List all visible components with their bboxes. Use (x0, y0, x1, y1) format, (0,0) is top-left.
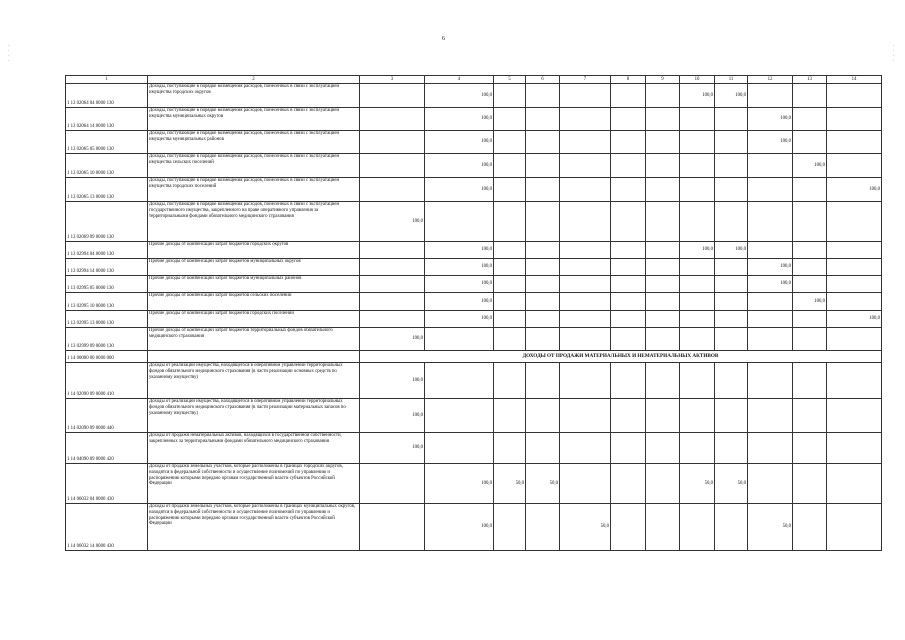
budget-code-cell: 1 13 02065 05 0000 130 (66, 131, 148, 154)
percent-value-cell: 100,0 (793, 293, 827, 311)
percent-value-cell: 100,0 (425, 311, 494, 328)
percent-value-cell: 100,0 (360, 363, 425, 399)
percent-value-cell: 100,0 (425, 464, 494, 504)
budget-code-cell: 1 13 02999 09 0000 130 (66, 328, 148, 351)
table-row (66, 154, 882, 178)
percent-value-cell (494, 276, 526, 293)
percent-value-cell (560, 84, 611, 108)
table-row (66, 242, 882, 259)
table-row (66, 84, 882, 108)
income-description-cell: Доходы от реализации имущества, находящегося в оперативном управлении территориальных фондов обязательного медицинского страхования (в части реализации материальных запасов по указанному имуществу) (148, 399, 360, 433)
percent-value-cell (793, 328, 827, 351)
table-row (66, 276, 882, 293)
percent-value-cell (494, 242, 526, 259)
percent-value-cell: 100,0 (425, 504, 494, 551)
percent-value-cell (748, 311, 793, 328)
table-row (66, 311, 882, 328)
percent-value-cell (611, 464, 646, 504)
percent-value-cell: 50,0 (680, 464, 715, 504)
percent-value-cell (611, 504, 646, 551)
percent-value-cell (425, 363, 494, 399)
percent-value-cell (526, 178, 560, 202)
percent-value-cell: 100,0 (680, 242, 715, 259)
percent-value-cell (526, 276, 560, 293)
percent-value-cell (680, 293, 715, 311)
percent-value-cell (680, 504, 715, 551)
percent-value-cell (827, 464, 882, 504)
percent-value-cell (827, 504, 882, 551)
percent-value-cell (715, 259, 748, 276)
table-row (66, 433, 882, 464)
percent-value-cell: 100,0 (425, 293, 494, 311)
percent-value-cell (611, 259, 646, 276)
percent-value-cell (646, 311, 680, 328)
percent-value-cell (526, 259, 560, 276)
percent-value-cell (827, 131, 882, 154)
percent-value-cell: 100,0 (425, 242, 494, 259)
percent-value-cell (646, 178, 680, 202)
budget-code-cell: 1 13 02995 05 0000 130 (66, 276, 148, 293)
budget-code-cell: 1 14 02090 09 0000 410 (66, 363, 148, 399)
percent-value-cell: 50,0 (748, 504, 793, 551)
percent-value-cell (526, 293, 560, 311)
percent-value-cell (715, 433, 748, 464)
percent-value-cell (611, 108, 646, 131)
percent-value-cell (827, 108, 882, 131)
percent-value-cell: 100,0 (748, 108, 793, 131)
percent-value-cell (526, 154, 560, 178)
percent-value-cell (611, 84, 646, 108)
percent-value-cell (611, 154, 646, 178)
budget-code-cell: 1 13 02064 04 0000 130 (66, 84, 148, 108)
percent-value-cell: 100,0 (715, 84, 748, 108)
percent-value-cell (526, 328, 560, 351)
table-row (66, 328, 882, 351)
percent-value-cell: 100,0 (360, 399, 425, 433)
percent-value-cell (680, 202, 715, 242)
percent-value-cell (715, 178, 748, 202)
percent-value-cell: 100,0 (827, 311, 882, 328)
budget-code-cell: 1 14 04090 09 0000 420 (66, 433, 148, 464)
percent-value-cell: 100,0 (425, 276, 494, 293)
percent-value-cell: 100,0 (425, 108, 494, 131)
income-description-cell: Прочие доходы от компенсации затрат бюджетов муниципальных районов (148, 276, 360, 293)
percent-value-cell (748, 242, 793, 259)
percent-value-cell (646, 202, 680, 242)
percent-value-cell (827, 259, 882, 276)
percent-value-cell (646, 363, 680, 399)
percent-value-cell (827, 242, 882, 259)
income-description-cell: Доходы, поступающие в порядке возмещения расходов, понесенных в связи с эксплуатацией имущества городских поселений (148, 178, 360, 202)
percent-value-cell (494, 259, 526, 276)
percent-value-cell (715, 131, 748, 154)
percent-value-cell (827, 84, 882, 108)
percent-value-cell (748, 328, 793, 351)
percent-value-cell (360, 154, 425, 178)
percent-value-cell (425, 328, 494, 351)
percent-value-cell (793, 276, 827, 293)
left-margin-marks: · · · · (8, 44, 10, 64)
table-row (66, 293, 882, 311)
revenue-table (65, 75, 882, 551)
percent-value-cell (494, 363, 526, 399)
percent-value-cell (611, 328, 646, 351)
percent-value-cell (560, 276, 611, 293)
percent-value-cell (646, 276, 680, 293)
percent-value-cell (494, 504, 526, 551)
percent-value-cell: 100,0 (360, 433, 425, 464)
percent-value-cell: 50,0 (526, 464, 560, 504)
percent-value-cell (715, 293, 748, 311)
percent-value-cell (646, 328, 680, 351)
percent-value-cell (560, 363, 611, 399)
percent-value-cell (646, 464, 680, 504)
percent-value-cell (793, 399, 827, 433)
percent-value-cell (680, 399, 715, 433)
percent-value-cell (611, 131, 646, 154)
income-description-cell: Доходы от продажи земельных участков, которые расположены в границах городских округов, находятся в федеральной собственности и осуществление полномочий по управлению и распоряжению которыми передано органам государственной власти субъектов Российской Федерации (148, 464, 360, 504)
budget-code-cell: 1 13 02994 14 0000 130 (66, 259, 148, 276)
percent-value-cell (715, 363, 748, 399)
percent-value-cell (611, 311, 646, 328)
percent-value-cell (793, 504, 827, 551)
column-number-header: 6 (526, 76, 560, 84)
percent-value-cell (793, 433, 827, 464)
income-description-cell: Доходы от продажи нематериальных активов, находящихся в государственной собственности, закрепленных за территориальными фондами обязательного медицинского страхования (148, 433, 360, 464)
percent-value-cell (793, 464, 827, 504)
percent-value-cell (560, 154, 611, 178)
section-title: ДОХОДЫ ОТ ПРОДАЖИ МАТЕРИАЛЬНЫХ И НЕМАТЕРИАЛЬНЫХ АКТИВОВ (360, 351, 882, 363)
income-description-cell: Прочие доходы от компенсации затрат бюджетов территориальных фондов обязательного медицинского страхования (148, 328, 360, 351)
budget-code-cell: 1 13 02065 10 0000 130 (66, 154, 148, 178)
percent-value-cell: 100,0 (360, 202, 425, 242)
income-description-cell: Прочие доходы от компенсации затрат бюджетов сельских поселений (148, 293, 360, 311)
percent-value-cell (360, 131, 425, 154)
percent-value-cell (646, 504, 680, 551)
percent-value-cell: 100,0 (715, 242, 748, 259)
table-row (66, 363, 882, 399)
percent-value-cell (715, 328, 748, 351)
percent-value-cell (611, 202, 646, 242)
percent-value-cell (646, 108, 680, 131)
percent-value-cell: 100,0 (425, 131, 494, 154)
percent-value-cell (526, 202, 560, 242)
percent-value-cell (715, 154, 748, 178)
percent-value-cell (793, 242, 827, 259)
percent-value-cell (793, 259, 827, 276)
budget-code-cell: 1 13 02069 09 0000 130 (66, 202, 148, 242)
percent-value-cell (748, 433, 793, 464)
percent-value-cell (646, 293, 680, 311)
column-number-header: 14 (827, 76, 882, 84)
percent-value-cell (715, 202, 748, 242)
column-number-header: 1 (66, 76, 148, 84)
percent-value-cell (494, 293, 526, 311)
table-row (66, 399, 882, 433)
percent-value-cell (360, 464, 425, 504)
percent-value-cell: 50,0 (494, 464, 526, 504)
percent-value-cell: 100,0 (748, 276, 793, 293)
budget-code-cell: 1 13 02995 13 0000 130 (66, 311, 148, 328)
budget-code-cell: 1 14 06032 04 0000 430 (66, 464, 148, 504)
percent-value-cell (526, 363, 560, 399)
percent-value-cell (560, 259, 611, 276)
percent-value-cell (748, 363, 793, 399)
percent-value-cell (611, 433, 646, 464)
percent-value-cell (715, 108, 748, 131)
percent-value-cell (360, 276, 425, 293)
percent-value-cell (494, 178, 526, 202)
percent-value-cell (360, 108, 425, 131)
percent-value-cell (494, 433, 526, 464)
table-row (66, 464, 882, 504)
budget-code-cell: 1 13 02065 13 0000 130 (66, 178, 148, 202)
percent-value-cell (360, 84, 425, 108)
percent-value-cell (680, 311, 715, 328)
budget-code-cell: 1 13 02995 10 0000 130 (66, 293, 148, 311)
percent-value-cell: 100,0 (680, 84, 715, 108)
table-row (66, 178, 882, 202)
percent-value-cell: 100,0 (425, 154, 494, 178)
percent-value-cell (494, 131, 526, 154)
percent-value-cell (646, 84, 680, 108)
percent-value-cell (560, 328, 611, 351)
table-row (66, 202, 882, 242)
percent-value-cell (680, 131, 715, 154)
table-row (66, 131, 882, 154)
percent-value-cell (611, 242, 646, 259)
percent-value-cell (680, 178, 715, 202)
percent-value-cell (494, 108, 526, 131)
percent-value-cell (425, 202, 494, 242)
percent-value-cell (793, 108, 827, 131)
income-description-cell: Доходы, поступающие в порядке возмещения расходов, понесенных в связи с эксплуатацией имущества городских округов (148, 84, 360, 108)
percent-value-cell (793, 363, 827, 399)
column-number-header: 2 (148, 76, 360, 84)
percent-value-cell (646, 259, 680, 276)
percent-value-cell (680, 328, 715, 351)
percent-value-cell (526, 84, 560, 108)
percent-value-cell: 50,0 (715, 464, 748, 504)
income-description-cell: Доходы, поступающие в порядке возмещения расходов, понесенных в связи с эксплуатацией имущества муниципальных округов (148, 108, 360, 131)
percent-value-cell (526, 131, 560, 154)
column-number-header: 5 (494, 76, 526, 84)
percent-value-cell (360, 311, 425, 328)
percent-value-cell (526, 399, 560, 433)
percent-value-cell (793, 84, 827, 108)
percent-value-cell: 100,0 (827, 178, 882, 202)
percent-value-cell (793, 131, 827, 154)
percent-value-cell (748, 202, 793, 242)
right-margin-marks: · · · · (893, 44, 895, 64)
percent-value-cell (680, 433, 715, 464)
percent-value-cell (611, 293, 646, 311)
percent-value-cell (560, 131, 611, 154)
percent-value-cell (494, 399, 526, 433)
percent-value-cell (827, 293, 882, 311)
percent-value-cell: 100,0 (360, 328, 425, 351)
percent-value-cell: 50,0 (560, 504, 611, 551)
percent-value-cell (560, 464, 611, 504)
percent-value-cell (425, 399, 494, 433)
income-description-cell: Прочие доходы от компенсации затрат бюджетов городских поселений (148, 311, 360, 328)
income-description-cell: Доходы от реализации имущества, находящегося в оперативном управлении территориальных фондов обязательного медицинского страхования (в части реализации основных средств по указанному имуществу) (148, 363, 360, 399)
column-number-header: 7 (560, 76, 611, 84)
percent-value-cell (715, 311, 748, 328)
percent-value-cell (646, 242, 680, 259)
column-number-header: 8 (611, 76, 646, 84)
percent-value-cell (360, 242, 425, 259)
percent-value-cell: 100,0 (425, 178, 494, 202)
column-number-header: 4 (425, 76, 494, 84)
percent-value-cell: 100,0 (748, 259, 793, 276)
percent-value-cell (748, 293, 793, 311)
percent-value-cell (560, 202, 611, 242)
budget-code-cell: 1 13 02064 14 0000 130 (66, 108, 148, 131)
percent-value-cell (611, 363, 646, 399)
section-empty-cell (148, 351, 360, 363)
column-number-header: 12 (748, 76, 793, 84)
page-number: 6 (442, 36, 445, 42)
percent-value-cell (360, 178, 425, 202)
percent-value-cell (680, 363, 715, 399)
percent-value-cell (560, 242, 611, 259)
percent-value-cell (827, 328, 882, 351)
income-description-cell: Доходы, поступающие в порядке возмещения расходов, понесенных в связи с эксплуатацией имущества сельских поселений (148, 154, 360, 178)
percent-value-cell (715, 399, 748, 433)
percent-value-cell (494, 84, 526, 108)
table-header-row (66, 76, 882, 84)
income-description-cell: Доходы, поступающие в порядке возмещения расходов, понесенных в связи с эксплуатацией государственного имущества, закрепленного на праве оперативного управления за территориальными фондами обязательного медицинского страхования (148, 202, 360, 242)
percent-value-cell: 100,0 (425, 259, 494, 276)
percent-value-cell: 100,0 (748, 131, 793, 154)
column-number-header: 9 (646, 76, 680, 84)
percent-value-cell: 100,0 (425, 84, 494, 108)
percent-value-cell (827, 154, 882, 178)
percent-value-cell (494, 202, 526, 242)
percent-value-cell (611, 276, 646, 293)
income-description-cell: Доходы от продажи земельных участков, которые расположены в границах муниципальных округов, находятся в федеральной собственности и осуществление полномочий по управлению и распоряжению которыми передано органам государственной власти субъектов Российской Федерации (148, 504, 360, 551)
percent-value-cell (827, 363, 882, 399)
column-number-header: 3 (360, 76, 425, 84)
column-number-header: 11 (715, 76, 748, 84)
percent-value-cell (680, 259, 715, 276)
percent-value-cell (793, 311, 827, 328)
percent-value-cell (646, 399, 680, 433)
percent-value-cell (560, 108, 611, 131)
table-row (66, 259, 882, 276)
percent-value-cell (680, 154, 715, 178)
percent-value-cell (560, 311, 611, 328)
income-description-cell: Доходы, поступающие в порядке возмещения расходов, понесенных в связи с эксплуатацией имущества муниципальных районов (148, 131, 360, 154)
percent-value-cell (715, 276, 748, 293)
percent-value-cell (560, 293, 611, 311)
percent-value-cell (748, 154, 793, 178)
section-code-cell: 1 14 00000 00 0000 000 (66, 351, 148, 363)
percent-value-cell (360, 293, 425, 311)
percent-value-cell (827, 433, 882, 464)
budget-code-cell: 1 14 02090 09 0000 440 (66, 399, 148, 433)
percent-value-cell (494, 311, 526, 328)
percent-value-cell (425, 433, 494, 464)
percent-value-cell (646, 154, 680, 178)
percent-value-cell (360, 504, 425, 551)
percent-value-cell (611, 399, 646, 433)
income-description-cell: Прочие доходы от компенсации затрат бюджетов муниципальных округов (148, 259, 360, 276)
percent-value-cell (611, 178, 646, 202)
percent-value-cell (646, 131, 680, 154)
column-number-header: 13 (793, 76, 827, 84)
percent-value-cell (680, 276, 715, 293)
section-row (66, 351, 882, 363)
column-number-header: 10 (680, 76, 715, 84)
percent-value-cell (526, 108, 560, 131)
percent-value-cell (793, 178, 827, 202)
percent-value-cell (793, 202, 827, 242)
table-row (66, 504, 882, 551)
percent-value-cell (526, 504, 560, 551)
percent-value-cell (680, 108, 715, 131)
table-row (66, 108, 882, 131)
percent-value-cell (748, 178, 793, 202)
percent-value-cell (748, 464, 793, 504)
percent-value-cell (494, 328, 526, 351)
percent-value-cell (526, 311, 560, 328)
percent-value-cell (526, 242, 560, 259)
percent-value-cell (715, 504, 748, 551)
income-description-cell: Прочие доходы от компенсации затрат бюджетов городских округов (148, 242, 360, 259)
budget-code-cell: 1 14 06032 14 0000 430 (66, 504, 148, 551)
percent-value-cell (560, 178, 611, 202)
percent-value-cell (360, 259, 425, 276)
percent-value-cell (560, 433, 611, 464)
budget-code-cell: 1 13 02994 04 0000 130 (66, 242, 148, 259)
percent-value-cell (827, 399, 882, 433)
percent-value-cell (827, 202, 882, 242)
percent-value-cell (560, 399, 611, 433)
percent-value-cell (827, 276, 882, 293)
percent-value-cell (494, 154, 526, 178)
percent-value-cell (748, 399, 793, 433)
percent-value-cell (526, 433, 560, 464)
percent-value-cell: 100,0 (793, 154, 827, 178)
percent-value-cell (748, 84, 793, 108)
percent-value-cell (646, 433, 680, 464)
